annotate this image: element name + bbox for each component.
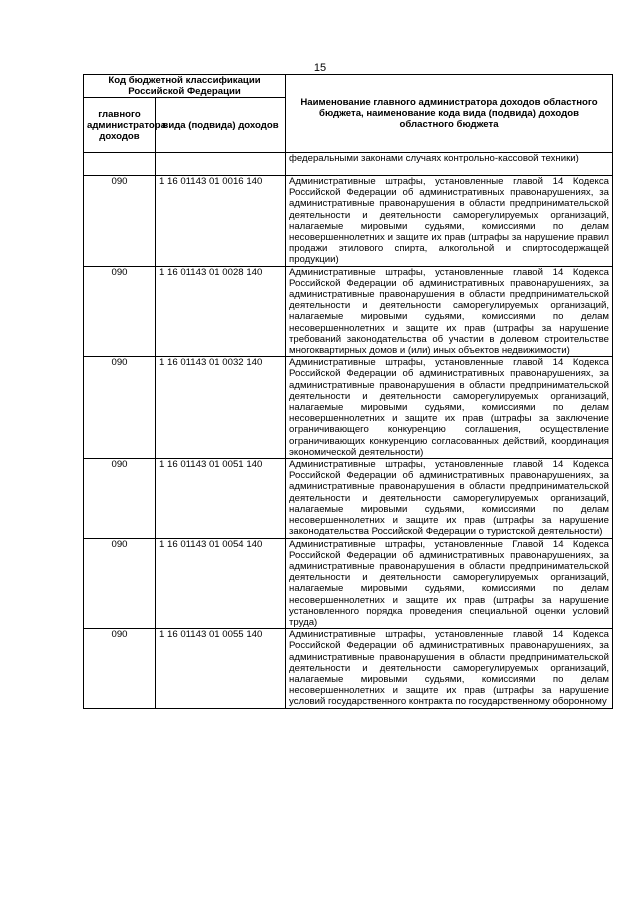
table-row-continued [84, 153, 613, 176]
table-row [84, 538, 613, 629]
header-admin: главного администратора доходов [84, 98, 156, 153]
table-row [84, 459, 613, 538]
table-row [84, 629, 613, 708]
page-number: 15 [313, 62, 327, 74]
cell-description: федеральными законами случаях контрольно-кассовой техники) [286, 153, 613, 176]
cell-revenue-code: 1 16 01143 01 0016 140 [156, 176, 286, 267]
cell-description: Административные штрафы, установленные главой 14 Кодекса Российской Федерации об административных правонарушениях, за административные правонарушения в области предпринимательской деятельности и деятельности саморегулируемых организаций, налагаемые мировыми судьями, комиссиями по делам несовершеннолетних и защите их прав (штрафы за нарушение условий государственного контракта по государственному оборонному [286, 629, 613, 708]
header-code: вида (подвида) доходов [156, 98, 286, 153]
cell-description: Административные штрафы, установленные главой 14 Кодекса Российской Федерации об административных правонарушениях, за административные правонарушения в области предпринимательской деятельности и деятельности саморегулируемых организаций, налагаемые мировыми судьями, комиссиями по делам несовершеннолетних и защите их прав (штрафы за нарушение требований законодательства об участии в долевом строительстве многоквартирных домов и (или) иных объектов недвижимости) [286, 266, 613, 357]
table-row [84, 357, 613, 459]
cell-admin-empty [84, 153, 156, 176]
cell-admin-code: 090 [84, 538, 156, 629]
header-group-title: Код бюджетной классификации Российской Федерации [84, 75, 286, 98]
cell-admin-code: 090 [84, 176, 156, 267]
cell-description: Административные штрафы, установленные Главой 14 Кодекса Российской Федерации об административных правонарушениях, за административные правонарушения в области предпринимательской деятельности и деятельности саморегулируемых организаций, налагаемые мировыми судьями, комиссиями по делам несовершеннолетних и защите их прав (штрафы за нарушение установленного порядка проведения специальной оценки условий труда) [286, 538, 613, 629]
cell-admin-code: 090 [84, 629, 156, 708]
cell-description: Административные штрафы, установленные главой 14 Кодекса Российской Федерации об административных правонарушениях, за административные правонарушения в области предпринимательской деятельности и деятельности саморегулируемых организаций, налагаемые мировыми судьями, комиссиями по делам несовершеннолетних и защите их прав (штрафы за нарушение законодательства Российской Федерации о туристской деятельности) [286, 459, 613, 538]
table-row [84, 176, 613, 267]
cell-revenue-code: 1 16 01143 01 0051 140 [156, 459, 286, 538]
budget-classification-table [83, 74, 613, 709]
cell-admin-code: 090 [84, 459, 156, 538]
cell-description: Административные штрафы, установленные главой 14 Кодекса Российской Федерации об административных правонарушениях, за административные правонарушения в области предпринимательской деятельности и деятельности саморегулируемых организаций, налагаемые мировыми судьями, комиссиями по делам несовершеннолетних и защите их прав (штрафы за заключение ограничивающего конкуренцию соглашения, осуществление ограничивающих конкуренцию согласованных действий, координация экономической деятельности) [286, 357, 613, 459]
table-row [84, 266, 613, 357]
cell-revenue-code: 1 16 01143 01 0054 140 [156, 538, 286, 629]
cell-admin-code: 090 [84, 266, 156, 357]
header-description: Наименование главного администратора доходов областного бюджета, наименование кода вида (подвида) доходов областного бюджета [286, 75, 613, 153]
cell-admin-code: 090 [84, 357, 156, 459]
cell-revenue-code: 1 16 01143 01 0055 140 [156, 629, 286, 708]
cell-revenue-code: 1 16 01143 01 0032 140 [156, 357, 286, 459]
cell-code-empty [156, 153, 286, 176]
cell-revenue-code: 1 16 01143 01 0028 140 [156, 266, 286, 357]
cell-description: Административные штрафы, установленные главой 14 Кодекса Российской Федерации об административных правонарушениях, за административные правонарушения в области предпринимательской деятельности и деятельности саморегулируемых организаций, налагаемые мировыми судьями, комиссиями по делам несовершеннолетних и защите их прав (штрафы за нарушение правил продажи этилового спирта, алкогольной и спиртосодержащей продукции) [286, 176, 613, 267]
